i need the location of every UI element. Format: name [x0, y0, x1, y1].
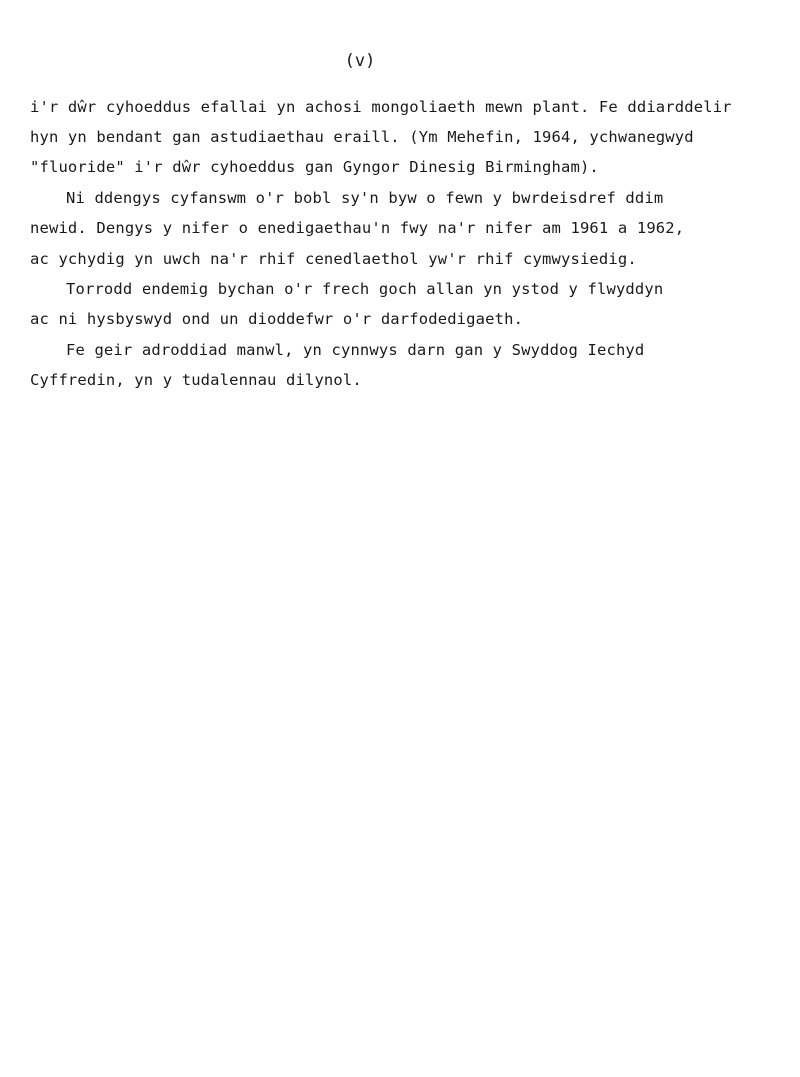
- text-line: "fluoride" i'r dŵr cyhoeddus gan Gyngor Dinesig Birmingham).: [30, 158, 599, 176]
- text-line: ac ni hysbyswyd ond un dioddefwr o'r darfodedigaeth.: [30, 310, 524, 328]
- page-number: (v): [344, 51, 376, 71]
- text-line: Ni ddengys cyfanswm o'r bobl sy'n byw o fewn y bwrdeisdref ddim: [66, 189, 664, 207]
- text-line: Fe geir adroddiad manwl, yn cynnwys darn gan y Swyddog Iechyd: [66, 341, 645, 359]
- text-line: newid. Dengys y nifer o enedigaethau'n fwy na'r nifer am 1961 a 1962,: [30, 219, 685, 237]
- text-line: ac ychydig yn uwch na'r rhif cenedlaethol yw'r rhif cymwysiedig.: [30, 250, 637, 268]
- text-line: Cyffredin, yn y tudalennau dilynol.: [30, 371, 362, 389]
- text-line: Torrodd endemig bychan o'r frech goch allan yn ystod y flwyddyn: [66, 280, 664, 298]
- text-line: i'r dŵr cyhoeddus efallai yn achosi mongoliaeth mewn plant. Fe ddiarddelir: [30, 98, 732, 116]
- text-line: hyn yn bendant gan astudiaethau eraill. (Ym Mehefin, 1964, ychwanegwyd: [30, 128, 694, 146]
